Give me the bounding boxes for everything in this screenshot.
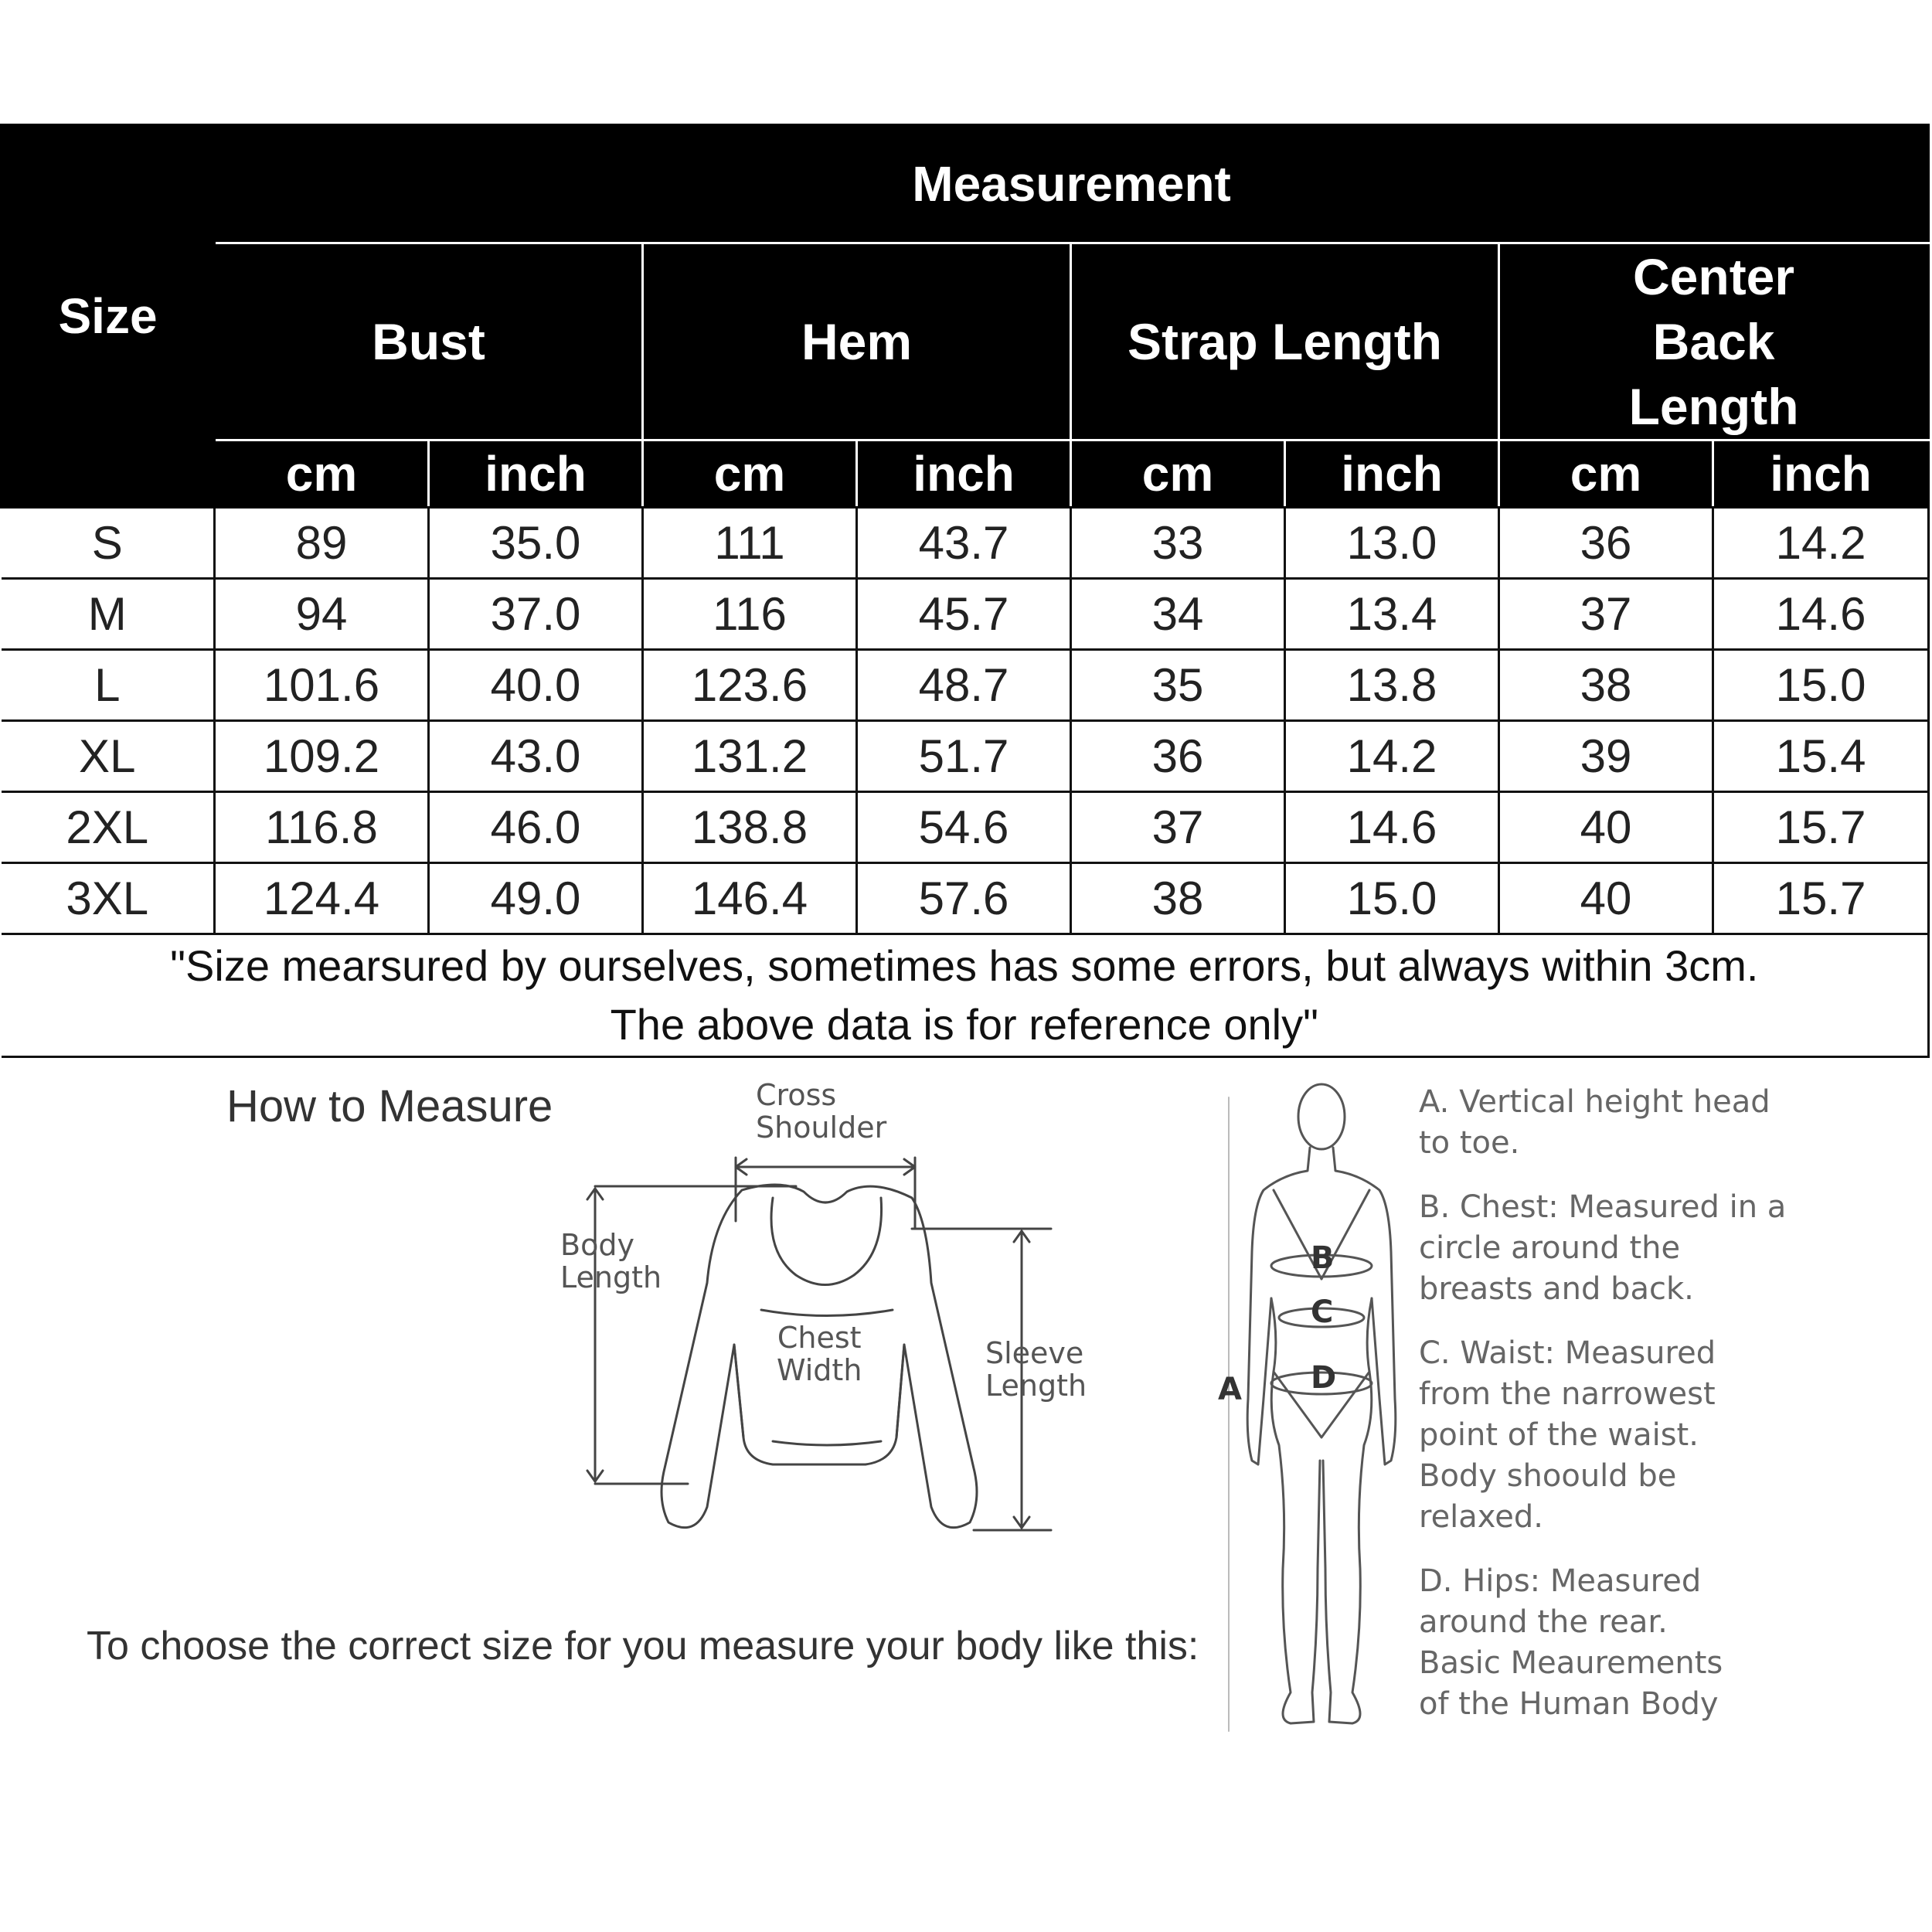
table-row [2, 863, 1929, 934]
measurement-cell: 40.0 [429, 650, 643, 721]
group-header-strap-length: Strap Length [1071, 243, 1499, 440]
chest-width-label: Chest Width [777, 1321, 862, 1387]
measurement-cell: 94 [215, 579, 429, 650]
cross-shoulder-label: Cross Shoulder [756, 1078, 887, 1145]
figure-label-a: A [1218, 1372, 1242, 1407]
table-row [2, 508, 1929, 579]
note-d-hips: D. Hips: Measured around the rear. Basic Meaurements of the Human Body [1419, 1563, 1723, 1722]
how-to-measure-title: How to Measure [226, 1081, 553, 1131]
measurement-cell: 131.2 [643, 721, 857, 792]
size-cell: XL [2, 721, 215, 792]
measurement-cell: 111 [643, 508, 857, 579]
measurement-cell: 34 [1071, 579, 1285, 650]
measurement-cell: 38 [1071, 863, 1285, 934]
unit-header: inch [1713, 440, 1929, 508]
unit-header: inch [857, 440, 1071, 508]
measurement-header: Measurement [215, 125, 1929, 243]
group-header-bust: Bust [215, 243, 643, 440]
reference-note-line-2: The above data is for reference only" [610, 1000, 1318, 1049]
measurement-cell: 37 [1071, 792, 1285, 863]
garment-measure-diagram [541, 1066, 1128, 1561]
measurement-cell: 35 [1071, 650, 1285, 721]
measurement-notes [1419, 1082, 1913, 1748]
measurement-cell: 36 [1071, 721, 1285, 792]
measurement-cell: 37.0 [429, 579, 643, 650]
measurement-cell: 51.7 [857, 721, 1071, 792]
measurement-cell: 45.7 [857, 579, 1071, 650]
measurement-cell: 33 [1071, 508, 1285, 579]
size-cell: L [2, 650, 215, 721]
measurement-cell: 37 [1499, 579, 1713, 650]
measurement-cell: 36 [1499, 508, 1713, 579]
sleeve-length-label: Sleeve Length [985, 1336, 1087, 1403]
measurement-cell: 48.7 [857, 650, 1071, 721]
note-a-height: A. Vertical height head to toe. [1419, 1084, 1770, 1161]
measurement-cell: 39 [1499, 721, 1713, 792]
measurement-cell: 13.0 [1285, 508, 1499, 579]
table-row [2, 579, 1929, 650]
unit-header: inch [1285, 440, 1499, 508]
measurement-cell: 109.2 [215, 721, 429, 792]
size-cell: M [2, 579, 215, 650]
measurement-cell: 57.6 [857, 863, 1071, 934]
measurement-cell: 40 [1499, 792, 1713, 863]
measurement-cell: 13.8 [1285, 650, 1499, 721]
unit-header: cm [1499, 440, 1713, 508]
measurement-cell: 49.0 [429, 863, 643, 934]
size-chart-table [0, 124, 1930, 1058]
size-cell: S [2, 508, 215, 579]
measurement-cell: 40 [1499, 863, 1713, 934]
group-header-hem: Hem [643, 243, 1071, 440]
unit-header: cm [215, 440, 429, 508]
measurement-cell: 35.0 [429, 508, 643, 579]
measurement-cell: 146.4 [643, 863, 857, 934]
measurement-cell: 54.6 [857, 792, 1071, 863]
measurement-cell: 15.0 [1285, 863, 1499, 934]
measurement-cell: 124.4 [215, 863, 429, 934]
measurement-cell: 14.6 [1713, 579, 1929, 650]
reference-note-line-1: "Size mearsured by ourselves, sometimes has some errors, but always within 3cm. [170, 941, 1759, 990]
measurement-cell: 15.0 [1713, 650, 1929, 721]
figure-label-c: C [1311, 1294, 1334, 1330]
figure-label-b: B [1311, 1240, 1335, 1276]
measurement-cell: 116 [643, 579, 857, 650]
figure-label-d: D [1311, 1360, 1337, 1396]
reference-note [2, 934, 1929, 1057]
measurement-cell: 15.7 [1713, 792, 1929, 863]
measurement-cell: 43.0 [429, 721, 643, 792]
measurement-cell: 138.8 [643, 792, 857, 863]
human-body-illustration [1206, 1074, 1422, 1754]
body-figure-diagram [1206, 1074, 1422, 1754]
group-header-center-back-length [1499, 243, 1929, 440]
body-length-label: Body Length [560, 1228, 662, 1294]
choose-size-instruction: To choose the correct size for you measure your body like this: [87, 1624, 1199, 1668]
table-row [2, 721, 1929, 792]
size-cell: 3XL [2, 863, 215, 934]
measurement-cell: 14.2 [1285, 721, 1499, 792]
note-b-chest: B. Chest: Measured in a circle around the breasts and back. [1419, 1189, 1787, 1307]
measurement-cell: 89 [215, 508, 429, 579]
measurement-cell: 13.4 [1285, 579, 1499, 650]
table-row [2, 792, 1929, 863]
measurement-cell: 15.4 [1713, 721, 1929, 792]
unit-header: cm [1071, 440, 1285, 508]
unit-header: cm [643, 440, 857, 508]
size-cell: 2XL [2, 792, 215, 863]
measurement-cell: 15.7 [1713, 863, 1929, 934]
center-back-length-text: Center Back Length [1628, 248, 1799, 435]
measurement-cell: 38 [1499, 650, 1713, 721]
measurement-cell: 14.6 [1285, 792, 1499, 863]
measurement-cell: 46.0 [429, 792, 643, 863]
measurement-cell: 101.6 [215, 650, 429, 721]
measurement-cell: 116.8 [215, 792, 429, 863]
unit-header: inch [429, 440, 643, 508]
measurement-cell: 14.2 [1713, 508, 1929, 579]
measurement-cell: 43.7 [857, 508, 1071, 579]
measurement-cell: 123.6 [643, 650, 857, 721]
size-header: Size [2, 125, 215, 508]
note-c-waist: C. Waist: Measured from the narrowest point of the waist. Body shoould be relaxed. [1419, 1335, 1716, 1535]
table-row [2, 650, 1929, 721]
